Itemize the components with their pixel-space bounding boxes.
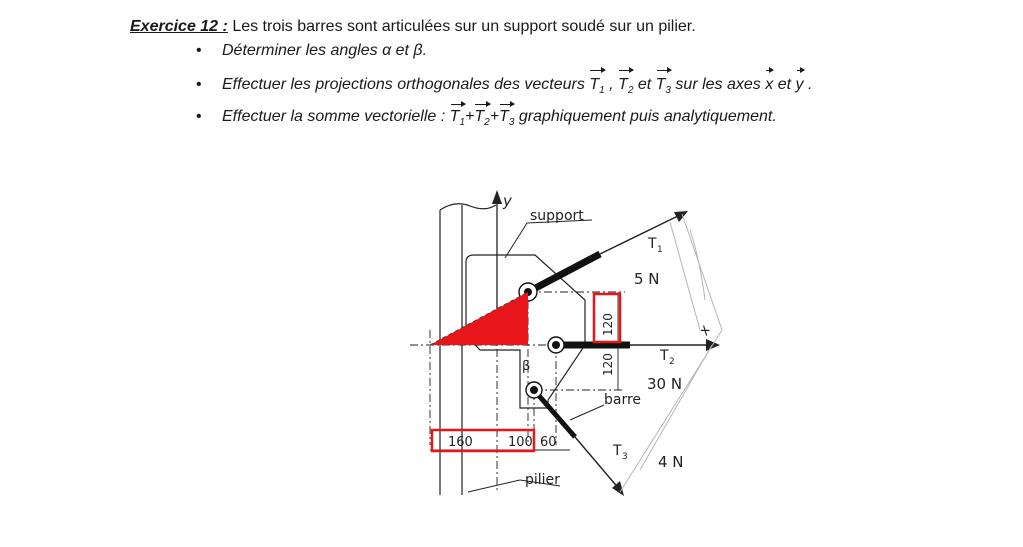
force-t1-line: [600, 214, 682, 254]
force-t2-label: T: [660, 348, 669, 364]
vector-t1-letter: T: [589, 76, 600, 93]
y-axis-arrowhead: [492, 190, 502, 204]
task-projections-prefix: Effectuer les projections orthogonales des vecteurs: [222, 76, 585, 93]
force-t3-magnitude: 4 N: [658, 453, 684, 471]
sum-vector-t2-letter: T: [474, 108, 485, 125]
task-angles-text: Déterminer les angles α et β.: [222, 42, 428, 59]
sum-plus-1: +: [465, 108, 475, 125]
dim-120-top: 120: [601, 313, 615, 336]
rods: [528, 254, 630, 437]
sum-vector-t2-index: 2: [484, 117, 490, 129]
axis-x-label: x: [695, 322, 714, 338]
task-projections-and: et: [777, 76, 792, 93]
dim-100: 100: [508, 435, 533, 450]
vector-t3-letter: T: [655, 76, 666, 93]
axis-y-label: y: [503, 192, 512, 210]
force-t2-magnitude: 30 N: [647, 375, 683, 393]
task-projections-sep1: ,: [609, 76, 614, 93]
axis-x-letter: x: [765, 76, 774, 93]
dim-160: 160: [448, 435, 473, 450]
beta-label: β: [522, 359, 531, 374]
vector-t2-index: 2: [627, 85, 634, 97]
vector-t2-letter: T: [618, 76, 628, 93]
dim-120-bottom: 120: [601, 353, 615, 376]
task-sum-suffix: graphiquement puis analytiquement.: [518, 108, 777, 125]
task-projections-end: .: [807, 76, 813, 93]
force-t2-sub: 2: [669, 357, 675, 367]
vector-t3-index: 3: [665, 85, 671, 97]
force-t3-sub: 3: [622, 452, 628, 462]
task-projections-mid: sur les axes: [675, 76, 761, 93]
dim-60: 60: [540, 435, 557, 450]
force-t1-magnitude: 5 N: [634, 270, 660, 288]
sum-plus-2: +: [489, 108, 500, 125]
axis-y-letter: y: [795, 76, 804, 93]
pencil-construction: [620, 214, 722, 492]
barre-label: barre: [604, 392, 642, 408]
exercise-statement: Les trois barres sont articulées sur un support soudé sur un pilier.: [232, 18, 696, 35]
force-t3-label: T: [613, 443, 622, 459]
vector-t1-index: 1: [599, 85, 605, 97]
sum-vector-t3-index: 3: [508, 117, 515, 129]
task-projections-sep2: et: [637, 76, 652, 93]
exercise-label: Exercice 12 :: [130, 18, 228, 35]
support-label: support: [530, 208, 584, 224]
force-t1-sub: 1: [657, 245, 663, 255]
pilier-label: pilier: [525, 472, 560, 488]
task-sum-prefix: Effectuer la somme vectorielle :: [222, 108, 446, 125]
sum-vector-t3-letter: T: [499, 108, 509, 125]
force-t1-label: T: [648, 236, 657, 252]
sum-vector-t1-index: 1: [459, 117, 465, 129]
sum-vector-t1-letter: T: [449, 108, 460, 125]
